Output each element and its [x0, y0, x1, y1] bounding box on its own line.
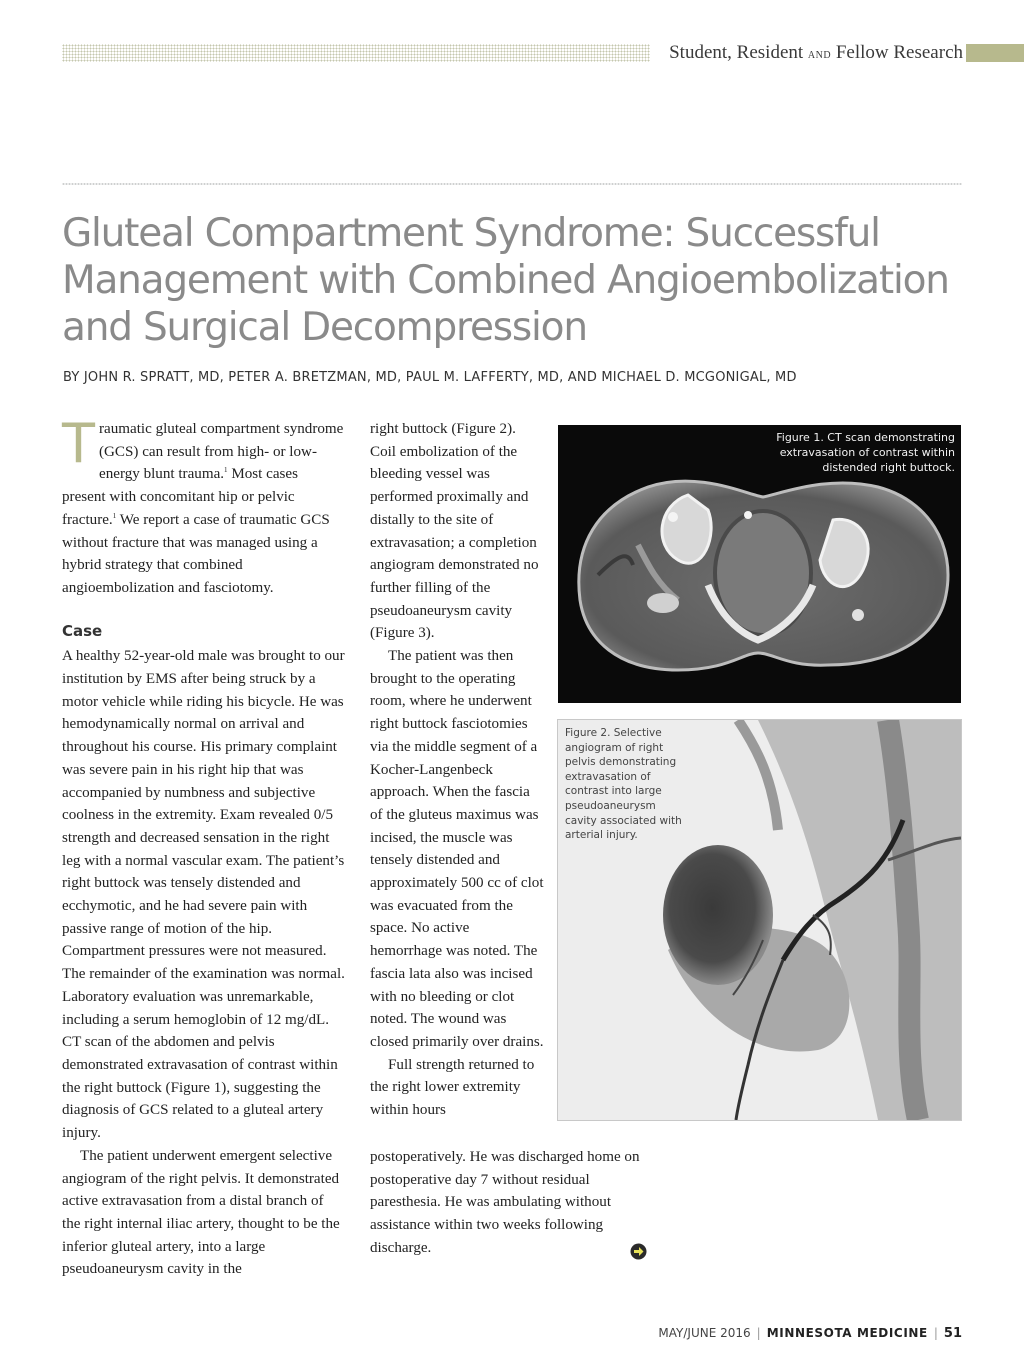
continue-arrow-icon[interactable]	[630, 1243, 647, 1260]
column-2-continuation	[370, 1146, 660, 1260]
section-header-and: AND	[807, 50, 832, 61]
col2-paragraph-3-cont: postoperatively. He was discharged home on postoperative day 7 without residual paresthesia. He was ambulating without assistance within two weeks following discharge.	[370, 1149, 640, 1256]
figure-1-ct-scan	[558, 425, 961, 703]
header-divider	[62, 183, 962, 185]
drop-cap: T	[62, 412, 95, 475]
footer-separator: |	[933, 1326, 938, 1340]
header-accent-bar	[966, 44, 1024, 62]
case-paragraph-1: A healthy 52-year-old male was brought to our institution by EMS after being struck by a motor vehicle while riding his bicycle. He was hemodynamically normal on arrival and throughout his course. His primary complaint was severe pain in his right hip that was accompanied by numbness and subjective coolness in the extremity. Exam revealed 0/5 strength and decreased sensation in the right leg with a normal vascular exam. The patient’s right buttock was tensely distended and ecchymotic, and he had severe pain with passive range of motion of the hip. Compartment pressures were not measured. The remainder of the examination was normal. Laboratory evaluation was unremarkable, including a serum hemoglobin of 12 mg/dL. CT scan of the abdomen and pelvis demonstrated extravasation of contrast within the right buttock (Figure 1), suggesting the diagnosis of GCS related to a gluteal artery injury.	[62, 648, 345, 1142]
reference-2: 1	[112, 511, 117, 520]
byline: BY JOHN R. SPRATT, MD, PETER A. BRETZMAN, MD, PAUL M. LAFFERTY, MD, AND MICHAEL D. MCGONIGAL, MD	[63, 370, 797, 385]
col2-paragraph-1: right buttock (Figure 2). Coil embolization of the bleeding vessel was performed proximally and distally to the site of extravasation; a completion angiogram demonstrated no further filling of the pseudoaneurysm cavity (Figure 3).	[370, 421, 539, 642]
intro-paragraph	[62, 412, 345, 600]
case-heading: Case	[62, 621, 103, 640]
reference-1: 1	[224, 466, 228, 475]
column-1	[62, 412, 345, 1281]
page-number: 51	[943, 1326, 962, 1341]
section-header	[655, 42, 963, 64]
intro-text-c: We report a case of traumatic GCS without fracture that was managed using a hybrid strategy that combined angioembolization and fasciotomy.	[62, 511, 330, 596]
footer-separator: |	[756, 1326, 761, 1340]
column-2	[370, 418, 545, 1122]
page-footer	[658, 1326, 962, 1341]
article-title: Gluteal Compartment Syndrome: Successful Management with Combined Angioembolization and Surgical Decompression	[62, 211, 949, 350]
section-header-part1: Student, Resident	[669, 42, 804, 63]
intro-text-b: Most cases present with concomitant hip or pelvic fracture.	[62, 466, 298, 528]
figure-2-caption: Figure 2. Selective angiogram of right pelvis demonstrating extravasation of contrast into large pseudoaneurysm cavity associated with arterial injury.	[565, 727, 682, 842]
intro-text-a: raumatic gluteal compartment syndrome (GCS) can result from high- or low-energy blunt trauma.	[99, 421, 344, 483]
col2-paragraph-3: Full strength returned to the right lower extremity within hours	[370, 1056, 535, 1119]
footer-issue: MAY/JUNE 2016	[658, 1326, 751, 1340]
section-header-part2: Fellow Research	[835, 42, 963, 63]
header-pattern	[62, 44, 650, 62]
figure-2-angiogram	[558, 720, 961, 1120]
figure-1-caption: Figure 1. CT scan demonstrating extravasation of contrast within distended right buttock.	[776, 431, 955, 474]
case-paragraph-2: The patient underwent emergent selective angiogram of the right pelvis. It demonstrated active extravasation from a distal branch of the right internal iliac artery, thought to be the inferior gluteal artery, into a large pseudoaneurysm cavity in the	[62, 1147, 340, 1278]
footer-magazine: MINNESOTA MEDICINE	[766, 1326, 928, 1340]
col2-paragraph-2: The patient was then brought to the operating room, where he underwent right buttock fasciotomies via the middle segment of a Kocher-Langenbeck approach. When the fascia of the gluteus maximus was incised, the muscle was tensely distended and approximately 500 cc of clot was evacuated from the space. No active hemorrhage was noted. The fascia lata also was incised with no bleeding or clot noted. The wound was closed primarily over drains.	[370, 648, 544, 1050]
